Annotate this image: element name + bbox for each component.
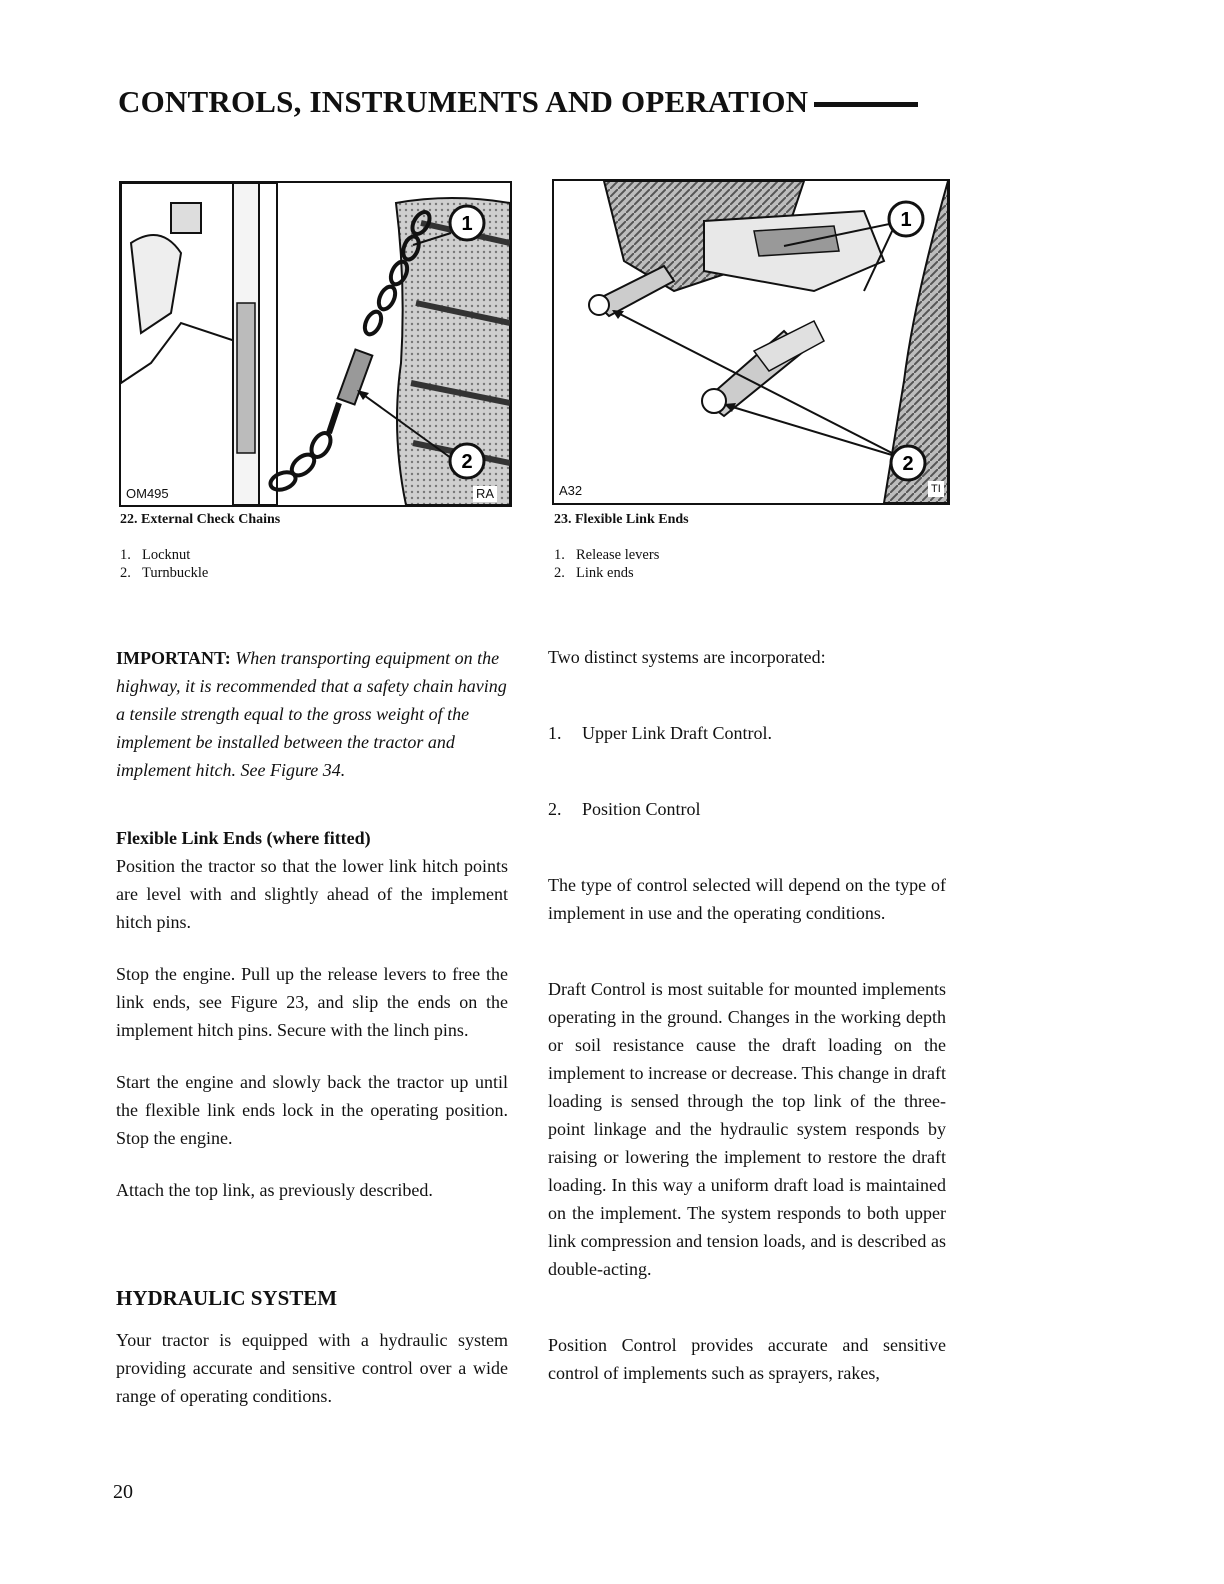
important-note: [116, 644, 508, 784]
left-column: [116, 644, 508, 1410]
figure22-legend: [120, 546, 208, 582]
page-header: [118, 84, 918, 120]
paragraph: Position the tractor so that the lower link hitch points are level with and slightly ahead of the implement hitch pins.: [116, 856, 508, 932]
legend-item: 1. Locknut: [120, 547, 191, 563]
legend-item: 2. Link ends: [554, 565, 634, 581]
item-text: Position Control: [582, 799, 701, 819]
page-number: 20: [113, 1481, 133, 1503]
hydraulic-system-heading: HYDRAULIC SYSTEM: [116, 1286, 338, 1310]
important-label: IMPORTANT:: [116, 648, 231, 668]
legend-item: 1. Release levers: [554, 547, 660, 563]
check-chains-illustration: [121, 183, 510, 505]
fig22-callout-1: 1: [461, 213, 473, 235]
paragraph: Start the engine and slowly back the tractor up until the flexible link ends lock in the operating position. Stop the engine.: [116, 1072, 508, 1148]
figure-code: A32: [556, 483, 585, 499]
header-rule: [814, 102, 918, 107]
figure23-legend: [554, 546, 659, 582]
flexible-link-ends-heading: Flexible Link Ends (where fitted): [116, 828, 371, 848]
numbered-item: [548, 719, 946, 747]
figure22-caption: 22. External Check Chains: [120, 512, 281, 527]
paragraph: Your tractor is equipped with a hydraulic system providing accurate and sensitive control over a wide range of operating conditions.: [116, 1330, 508, 1406]
figure-flexible-link-ends: [552, 179, 950, 505]
fig22-callout-2: 2: [461, 451, 473, 473]
paragraph: Attach the top link, as previously described.: [116, 1180, 433, 1200]
figure23-caption: 23. Flexible Link Ends: [554, 512, 689, 527]
figure-code-suffix: RA: [473, 486, 497, 502]
fig23-callout-1: 1: [900, 209, 912, 231]
paragraph: Position Control provides accurate and sensitive control of implements such as sprayers, rakes,: [548, 1335, 946, 1383]
paragraph: Two distinct systems are incorporated:: [548, 647, 826, 667]
item-text: Upper Link Draft Control.: [582, 723, 772, 743]
right-column: [548, 643, 946, 1387]
figure-external-check-chains: [119, 181, 512, 507]
fig23-callout-2: 2: [902, 453, 914, 475]
figure-code: OM495: [123, 486, 172, 502]
legend-item: 2. Turnbuckle: [120, 565, 209, 581]
link-ends-illustration: [554, 181, 948, 503]
item-number: 1.: [548, 723, 562, 743]
important-text: When transporting equipment on the highway, it is recommended that a safety chain having a tensile strength equal to the gross weight of the implement be installed between the tractor and implement hitch. See Figure 34.: [116, 648, 507, 780]
numbered-item: [548, 795, 946, 823]
figure-code-suffix: TI: [928, 481, 944, 497]
page-title: CONTROLS, INSTRUMENTS AND OPERATION: [118, 84, 809, 119]
paragraph: Stop the engine. Pull up the release levers to free the link ends, see Figure 23, and slip the ends on the implement hitch pins. Secure with the linch pins.: [116, 964, 508, 1040]
paragraph: The type of control selected will depend on the type of implement in use and the operating conditions.: [548, 875, 946, 923]
item-number: 2.: [548, 799, 562, 819]
paragraph: Draft Control is most suitable for mounted implements operating in the ground. Changes in the working depth or soil resistance cause the draft loading on the implement to increase or decrease. This change in draft loading is sensed through the top link of the three-point linkage and the hydraulic system responds by raising or lowering the implement to restore the draft loading. In this way a uniform draft load is maintained on the implement. The system responds to both upper link compression and tension loads, and is described as double-acting.: [548, 979, 947, 1279]
